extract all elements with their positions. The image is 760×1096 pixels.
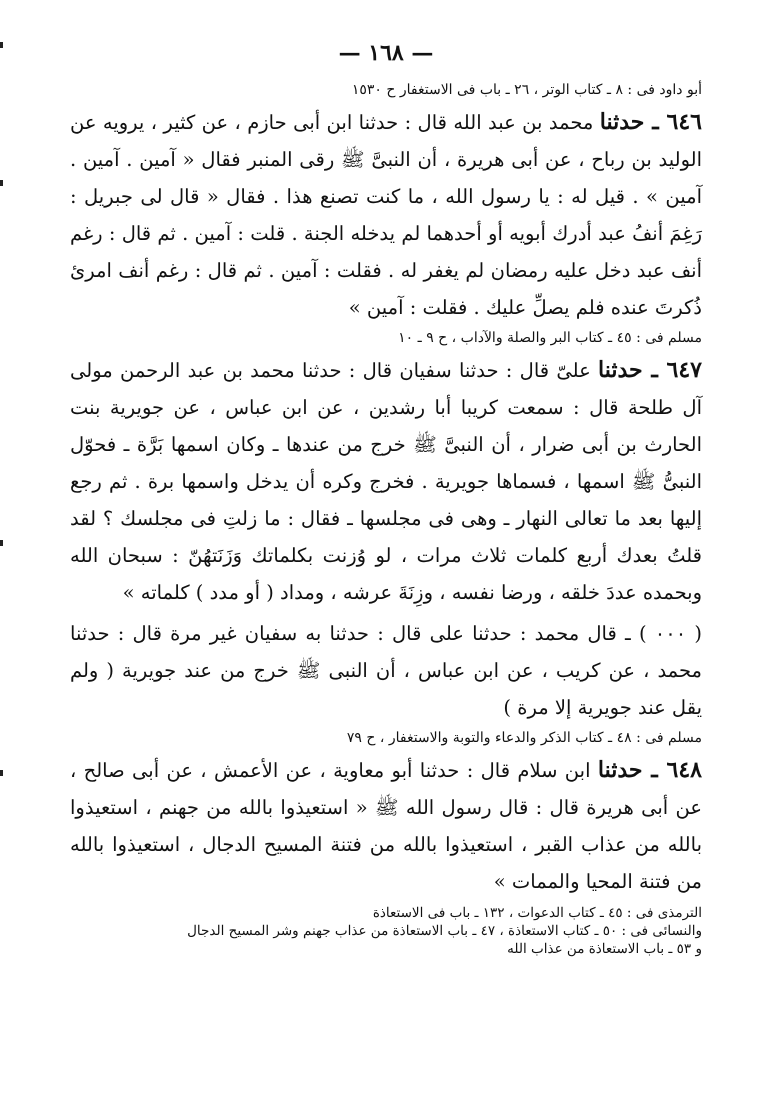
footnote-line: و ٥٣ ـ باب الاستعاذة من عذاب الله <box>507 941 702 957</box>
hadith-647 <box>70 352 702 611</box>
margin-mark <box>0 540 3 546</box>
book-page <box>70 40 702 958</box>
footnote-line: الترمذى فى : ٤٥ ـ كتاب الدعوات ، ١٣٢ ـ باب فى الاستعاذة <box>372 905 702 921</box>
hadith-648-text: ابن سلام قال : حدثنا أبو معاوية ، عن الأعمش ، عن أبى صالح ، عن أبى هريرة قال : قال رسول الله ﷺ « استعيذوا بالله من جهنم ، استعيذوا بالله من عذاب القبر ، استعيذوا بالله من فتنة المسيح الدجال ، استعيذوا بالله من فتنة المحيا والممات » <box>70 759 702 893</box>
hadith-647-lead: ٦٤٧ ـ حدثنا <box>598 357 702 383</box>
hadith-000-text: ( ٠٠٠ ) ـ قال محمد : حدثنا على قال : حدثنا به سفيان غير مرة قال : حدثنا محمد ، عن كريب ، عن ابن عباس ، أن النبى ﷺ خرج من عند جويرية ( ولم يقل عند جويرية إلا مرة ) <box>70 622 702 719</box>
hadith-646-lead: ٦٤٦ ـ حدثنا <box>599 109 702 135</box>
hadith-000 <box>70 615 702 748</box>
top-reference: أبو داود فى : ٨ ـ كتاب الوتر ، ٢٦ ـ باب فى الاستغفار ح ١٥٣٠ <box>351 82 702 98</box>
hadith-648 <box>70 752 702 900</box>
hadith-647-text: علىّ قال : حدثنا سفيان قال : حدثنا محمد بن عبد الرحمن مولى آل طلحة قال : سمعت كريبا أبا رشدين ، عن ابن عباس ، عن جويرية بنت الحارث بن أبى ضرار ، أن النبىَّ ﷺ خرج من عندها ـ وكان اسمها بَرَّة ـ فحوّل النبىُّ ﷺ اسمها ، فسماها جويرية . فخرج وكره أن يدخل واسمها برة . ثم رجع إليها بعد ما تعالى النهار ـ وهى فى مجلسها ـ فقال : ما زلتِ فى مجلسك ؟ لقد قلتُ بعدك أربع كلمات ثلاث مرات ، لو وُزنت بكلماتك وَزَنَتهُنّ : سبحان الله وبحمده عددَ خلقه ، ورضا نفسه ، وزِنَةَ عرشه ، ومداد ( أو مدد ) كلماته » <box>70 359 702 604</box>
page-number: — ١٦٨ — <box>338 40 434 66</box>
hadith-646-reference: مسلم فى : ٤٥ ـ كتاب البر والصلة والآداب ، ح ٩ ـ ١٠ <box>398 330 702 346</box>
hadith-000-reference: مسلم فى : ٤٨ ـ كتاب الذكر والدعاء والتوبة والاستغفار ، ح ٧٩ <box>346 730 702 746</box>
hadith-646 <box>70 104 702 348</box>
margin-mark <box>0 770 3 776</box>
margin-mark <box>0 42 3 48</box>
footnote-line: والنسائى فى : ٥٠ ـ كتاب الاستعاذة ، ٤٧ ـ باب الاستعاذة من عذاب جهنم وشر المسيح الدجال <box>187 923 702 939</box>
hadith-646-text: محمد بن عبد الله قال : حدثنا ابن أبى حازم ، عن كثير ، يرويه عن الوليد بن رباح ، عن أبى هريرة ، أن النبىَّ ﷺ رقى المنبر فقال « آمين . آمين . آمين » . قيل له : يا رسول الله ، ما كنت تصنع هذا . فقال « قال لى جبريل : رَغِمَ أنفُ عبد أدرك أبويه أو أحدهما لم يدخله الجنة . قلت : آمين . ثم قال : رغم أنف عبد دخل عليه رمضان لم يغفر له . فقلت : آمين . ثم قال : رغم أنف امرئ ذُكرتَ عنده فلم يصلِّ عليك . فقلت : آمين » <box>70 111 702 319</box>
margin-mark <box>0 180 3 186</box>
footnotes <box>70 904 702 958</box>
hadith-648-lead: ٦٤٨ ـ حدثنا <box>597 757 702 783</box>
